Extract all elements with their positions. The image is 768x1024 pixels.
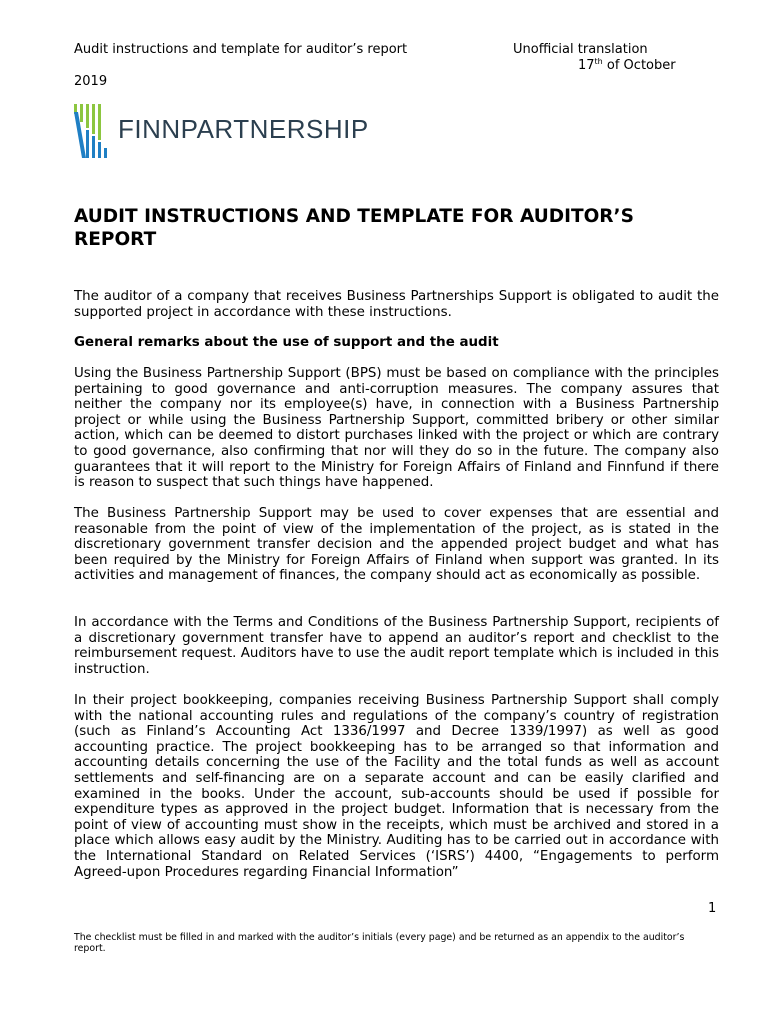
header-date [578, 57, 676, 73]
header-year: 2019 [74, 74, 108, 89]
finnpartnership-logo [72, 100, 368, 162]
header-date-day: 17 [578, 58, 595, 73]
document-title: AUDIT INSTRUCTIONS AND TEMPLATE FOR AUDITOR’S REPORT [74, 206, 634, 250]
header-date-suffix: th [594, 57, 603, 66]
paragraph-bookkeeping: In their project bookkeeping, companies receiving Business Partnership Support shall comply with the national accounting rules and regulations of the company’s country of registration (such as Finland’s Accounting Act 1336/1997 and Decree 1339/1997) as well as good accounting practice. The project bookkeeping has to be arranged so that information and accounting details concerning the use of the Facility and the total funds as well as account settlements and self-financing are on a separate account and can be easily clarified and examined in the books. Under the account, sub-accounts should be used if possible for expenditure types as approved in the project budget. Information that is necessary from the point of view of accounting must show in the receipts, which must be archived and stored in a place which allows easy audit by the Ministry. Auditing has to be carried out in accordance with the International Standard on Related Services (‘ISRS’) 4400, “Engagements to perform Agreed-upon Procedures regarding Financial Information” [74, 693, 719, 880]
paragraph-expenses: The Business Partnership Support may be used to cover expenses that are essential and reasonable from the point of view of the implementation of the project, as is stated in the discretionary government transfer decision and the appended project budget and what has been required by the Ministry for Foreign Affairs of Finland when support was granted. In its activities and management of finances, the company should act as economically as possible. [74, 506, 719, 584]
page-number: 1 [708, 901, 717, 916]
logo-mark-icon [72, 100, 118, 162]
header-doc-label: Audit instructions and template for auditor’s report [74, 42, 408, 57]
intro-paragraph: The auditor of a company that receives Business Partnerships Support is obligated to audit the supported project in accordance with these instructions. [74, 289, 719, 320]
section-heading: General remarks about the use of support and the audit [74, 335, 499, 350]
paragraph-governance: Using the Business Partnership Support (BPS) must be based on compliance with the principles pertaining to good governance and anti-corruption measures. The company assures that neither the company nor its employee(s) have, in connection with a Business Partnership project or while using the Business Partnership Support, committed bribery or other similar action, which can be deemed to distort purchases linked with the project or which are contrary to good governance, also confirming that nor will they do so in the future. The company also guarantees that it will report to the Ministry for Foreign Affairs of Finland and Finnfund if there is reason to suspect that such things have happened. [74, 366, 719, 491]
header-translation-note: Unofficial translation [513, 42, 648, 57]
header-date-month: of October [602, 58, 676, 73]
logo-wordmark: FINNPARTNERSHIP [118, 114, 369, 144]
paragraph-terms: In accordance with the Terms and Conditions of the Business Partnership Support, recipients of a discretionary government transfer have to append an auditor’s report and checklist to the reimbursement request. Auditors have to use the audit report template which is included in this instruction. [74, 615, 719, 677]
footnote: The checklist must be filled in and marked with the auditor’s initials (every page) and be returned as an appendix to the auditor’s report. [74, 932, 685, 954]
